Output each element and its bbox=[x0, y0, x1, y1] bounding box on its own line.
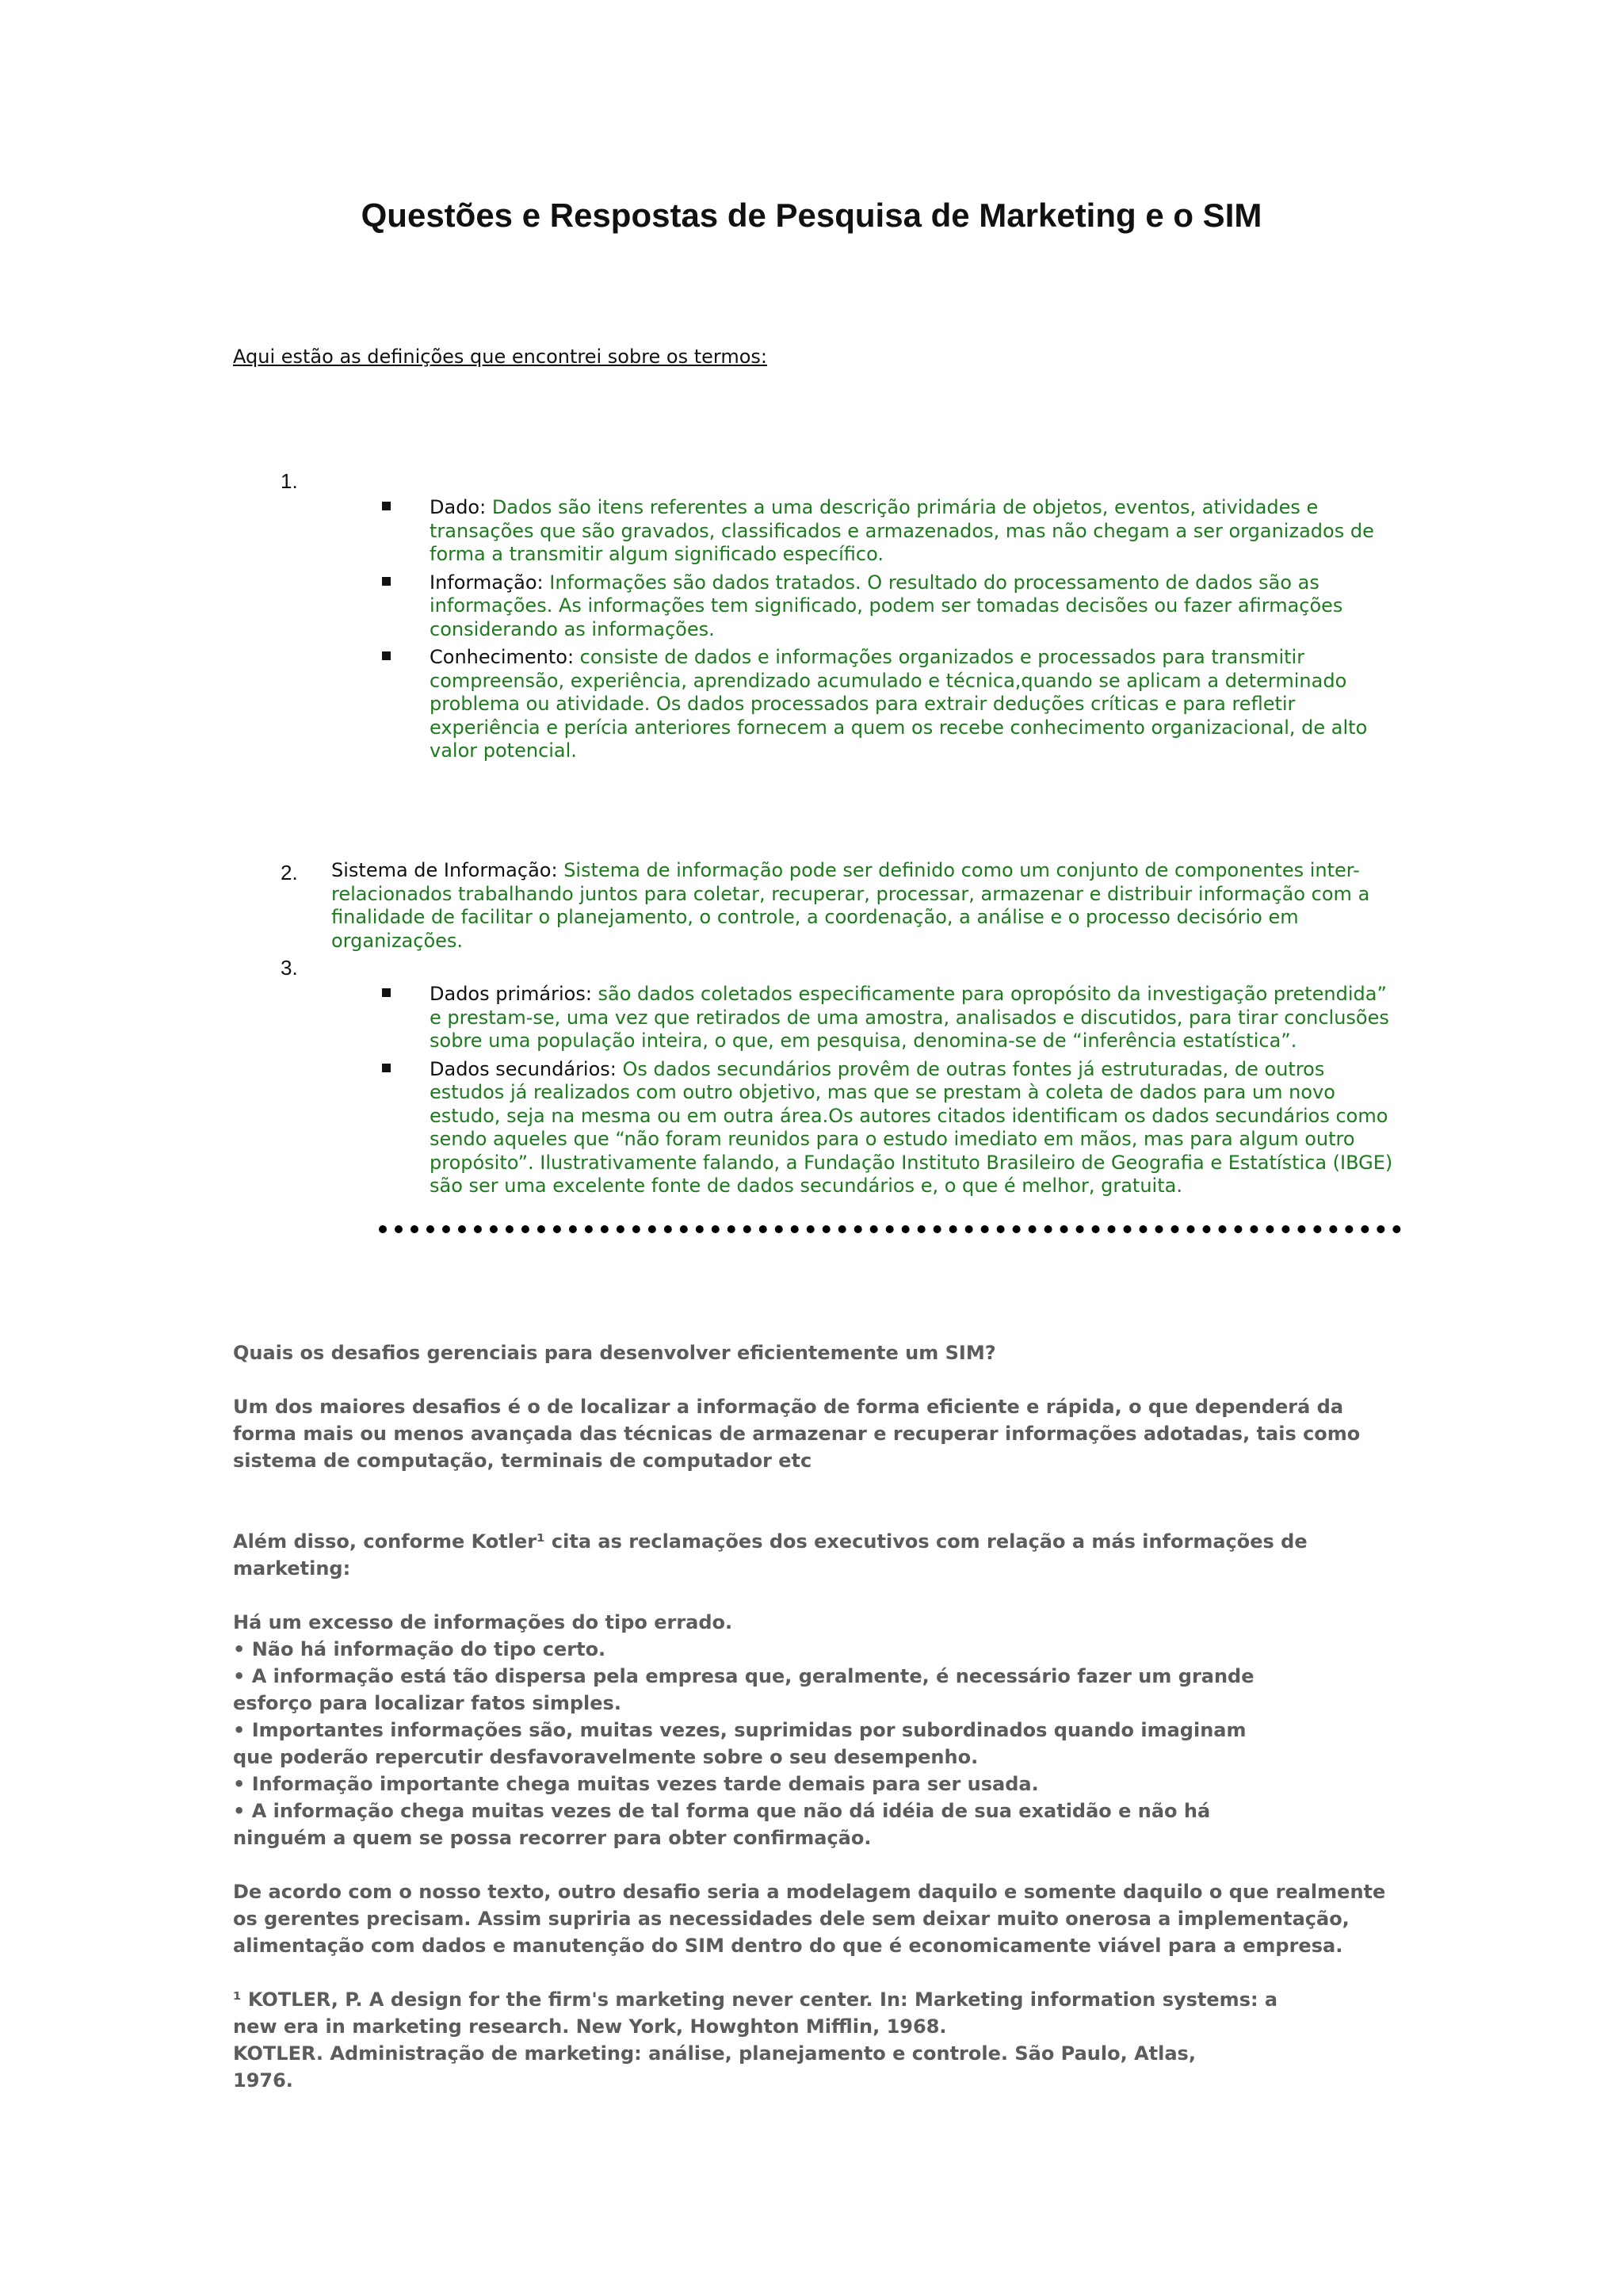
list-item: • Não há informação do tipo certo. bbox=[233, 1638, 606, 1660]
paragraph: De acordo com o nosso texto, outro desafio seria a modelagem daquilo e somente daquilo o que realmente os gerentes precisam. Assim supriria as necessidades dele sem deixar muito onerosa a implementação, alimentação com dados e manutenção do SIM dentro do que é economicamente viável para a empresa. bbox=[233, 1881, 1386, 1957]
list-item: • A informação está tão dispersa pela empresa que, geralmente, é necessário fazer um grande bbox=[233, 1665, 1254, 1687]
term-label: Sistema de Informação: bbox=[331, 859, 564, 881]
paragraph: Além disso, conforme Kotler¹ cita as reclamações dos executivos com relação a más informações de marketing: bbox=[233, 1530, 1308, 1580]
bullet-square-icon bbox=[382, 502, 391, 510]
complaints-list bbox=[233, 1609, 1406, 1851]
list-item: ninguém a quem se possa recorrer para obter confirmação. bbox=[233, 1827, 872, 1849]
references bbox=[233, 1986, 1406, 2094]
bullet-square-icon bbox=[382, 577, 391, 586]
term-definition: Sistema de informação pode ser definido como um conjunto de componentes inter-relacionados trabalhando juntos para coletar, recuperar, processar, armazenar e distribuir informação com a finalidade de facilitar o planejamento, o controle, a coordenação, a análise e o processo decisório em organizações. bbox=[331, 859, 1370, 952]
reference-line: KOTLER. Administração de marketing: análise, planejamento e controle. São Paulo, Atlas, bbox=[233, 2042, 1196, 2065]
paragraph: Um dos maiores desafios é o de localizar a informação de forma eficiente e rápida, o que dependerá da forma mais ou menos avançada das técnicas de armazenar e recuperar informações adotadas, tais como sistema de computação, terminais de computador etc bbox=[233, 1396, 1361, 1472]
list-number-2: 2. bbox=[281, 861, 298, 884]
reference-line: new era in marketing research. New York, Howghton Mifflin, 1968. bbox=[233, 2015, 947, 2038]
list-item bbox=[382, 1058, 1404, 1198]
page-title: Questões e Respostas de Pesquisa de Marketing e o SIM bbox=[361, 197, 1262, 234]
section-question: Quais os desafios gerenciais para desenvolver eficientemente um SIM? bbox=[233, 1342, 996, 1364]
list-item bbox=[382, 496, 1404, 567]
list-item bbox=[382, 646, 1404, 763]
term-label: Conhecimento: bbox=[430, 646, 580, 668]
reference-line: ¹ KOTLER, P. A design for the firm's marketing never center. In: Marketing information systems: a bbox=[233, 1988, 1278, 2011]
list-item: • Importantes informações são, muitas vezes, suprimidas por subordinados quando imaginam bbox=[233, 1719, 1247, 1741]
bullet-square-icon bbox=[382, 988, 391, 997]
term-definition: Os dados secundários provêm de outras fontes já estruturadas, de outros estudos já realizados com outro objetivo, mas que se prestam à coleta de dados para um novo estudo, seja na mesma ou em outra área.Os autores citados identificam os dados secundários como sendo aqueles que “não foram reunidos para o estudo imediato em mãos, mas para algum outro propósito”. Ilustrativamente falando, a Fundação Instituto Brasileiro de Geografia e Estatística (IBGE) são ser uma excelente fonte de dados secundários e, o que é melhor, gratuita. bbox=[430, 1057, 1393, 1197]
intro-text: Aqui estão as definições que encontrei sobre os termos: bbox=[233, 346, 768, 368]
list-item bbox=[382, 983, 1404, 1053]
term-definition: consiste de dados e informações organizados e processados para transmitir compreensão, experiência, aprendizado acumulado e técnica,quando se aplicam a determinado problema ou atividade. Os dados processados para extrair deduções críticas e para refletir experiência e perícia anteriores fornecem a quem os recebe conhecimento organizacional, de alto valor potencial. bbox=[430, 646, 1368, 762]
list-item: esforço para localizar fatos simples. bbox=[233, 1692, 621, 1714]
list-number-3: 3. bbox=[281, 956, 298, 980]
challenges-section bbox=[233, 1339, 1406, 2094]
dotted-divider bbox=[379, 1225, 1401, 1233]
reference-line: 1976. bbox=[233, 2069, 293, 2092]
term-label: Informação: bbox=[430, 571, 550, 594]
list-item: • A informação chega muitas vezes de tal forma que não dá idéia de sua exatidão e não há bbox=[233, 1800, 1211, 1822]
term-label: Dados secundários: bbox=[430, 1057, 623, 1080]
list-item: que poderão repercutir desfavoravelmente sobre o seu desempenho. bbox=[233, 1746, 979, 1768]
term-definition: Dados são itens referentes a uma descrição primária de objetos, eventos, atividades e transações que são gravados, classificados e armazenados, mas não chegam a ser organizados de forma a transmitir algum significado específico. bbox=[430, 496, 1374, 565]
term-definition: são dados coletados especificamente para opropósito da investigação pretendida” e prestam-se, uma vez que retirados de uma amostra, analisados e discutidos, para tirar conclusões sobre uma população inteira, o que, em pesquisa, denomina-se de “inferência estatística”. bbox=[430, 983, 1389, 1052]
list-item: • Informação importante chega muitas vezes tarde demais para ser usada. bbox=[233, 1773, 1039, 1795]
data-types-list bbox=[382, 983, 1404, 1203]
term-label: Dados primários: bbox=[430, 983, 598, 1005]
list-number-1: 1. bbox=[281, 469, 298, 493]
system-definition bbox=[331, 859, 1393, 953]
bullet-square-icon bbox=[382, 651, 391, 660]
list-item: Há um excesso de informações do tipo errado. bbox=[233, 1611, 733, 1633]
definitions-list bbox=[382, 496, 1404, 768]
term-label: Dado: bbox=[430, 496, 492, 518]
list-item bbox=[382, 571, 1404, 642]
term-definition: Informações são dados tratados. O resultado do processamento de dados são as informações. As informações tem significado, podem ser tomadas decisões ou fazer afirmações considerando as informações. bbox=[430, 571, 1343, 640]
bullet-square-icon bbox=[382, 1064, 391, 1072]
